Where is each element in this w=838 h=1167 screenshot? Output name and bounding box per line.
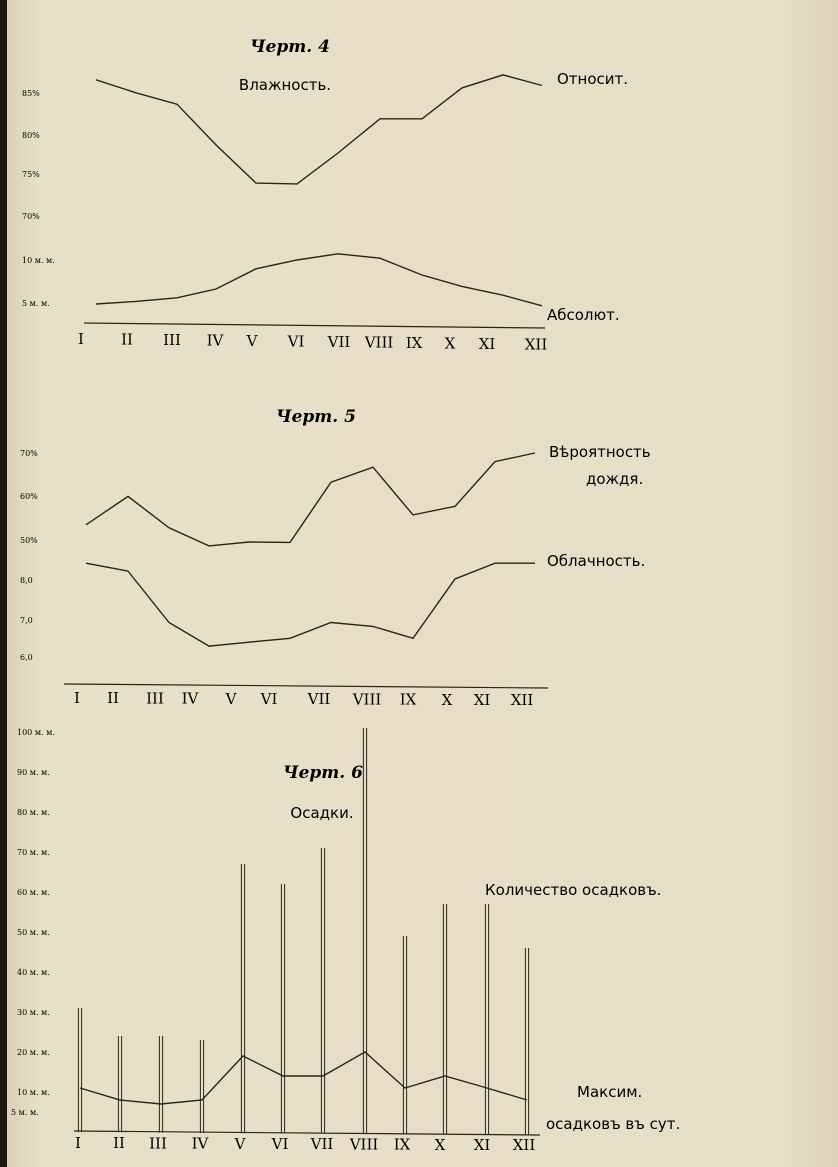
chart-5 — [20, 407, 655, 709]
chart-6-series-label-max-part1: Максим. — [577, 1083, 643, 1101]
chart-5-x-axis — [64, 684, 548, 688]
chart-5-month-II: II — [107, 689, 119, 708]
chart-6-month-VI: VI — [271, 1135, 289, 1153]
chart-6-month-XII: XII — [512, 1136, 536, 1155]
chart-6-series-label-max-line1 — [546, 1083, 680, 1133]
chart-4-ytick-85: 85% — [22, 89, 40, 98]
chart-6-ytick-10: 10 м. м. — [17, 1088, 50, 1097]
chart-6-ytick-50: 50 м. м. — [17, 928, 50, 937]
chart-4-month-XII: XII — [524, 335, 548, 354]
chart-4-ytick-10mm: 10 м. м. — [22, 256, 55, 265]
chart-5-month-IV: IV — [181, 689, 199, 708]
chart-5-series-label-rain-text: Вѣроятность — [549, 443, 651, 461]
chart-6-month-VII: VII — [310, 1135, 334, 1154]
chart-4-month-IV: IV — [206, 331, 224, 350]
chart-5-month-labels — [74, 689, 533, 709]
chart-5-month-IX: IX — [399, 690, 417, 709]
chart-5-rain-probability-line — [86, 453, 535, 546]
chart-4-month-VII: VII — [327, 333, 351, 351]
chart-4-ytick-5mm: 5 м. м. — [22, 299, 50, 308]
chart-4-series-label-relative: Относит. — [557, 70, 629, 88]
chart-4 — [22, 37, 628, 354]
chart-5-ytick-7: 7,0 — [20, 616, 33, 625]
chart-5-series-label-rain-line2: дождя. — [586, 470, 644, 488]
chart-6-month-IX: IX — [393, 1135, 411, 1154]
chart-6-ytick-20: 20 м. м. — [17, 1048, 50, 1057]
chart-5-month-VI: VI — [260, 690, 278, 708]
chart-4-month-I: I — [78, 330, 84, 348]
chart-5-ytick-6: 6,0 — [20, 653, 33, 662]
chart-6-month-XI: XI — [473, 1136, 491, 1154]
chart-4-month-VIII: VIII — [364, 333, 394, 352]
chart-6-ytick-70: 70 м. м. — [17, 848, 50, 857]
chart-6-bars — [78, 728, 528, 1135]
chart-4-ytick-80: 80% — [22, 131, 40, 140]
chart-4-month-labels — [78, 330, 547, 354]
chart-6-ytick-60: 60 м. м. — [17, 888, 50, 897]
chart-4-month-III: III — [163, 331, 181, 349]
chart-6-month-X: X — [434, 1135, 446, 1154]
chart-4-ytick-70: 70% — [22, 212, 40, 221]
chart-6-month-IV: IV — [191, 1134, 209, 1153]
chart-4-month-IX: IX — [405, 334, 423, 352]
chart-5-month-VIII: VIII — [352, 690, 382, 709]
chart-6-title: Черт. 6 — [283, 763, 363, 783]
chart-5-series-label-cloud: Облачность. — [547, 552, 646, 570]
chart-6-series-label-amount: Количество осадковъ. — [485, 881, 662, 899]
chart-6-ytick-40: 40 м. м. — [17, 968, 50, 977]
chart-6-series-label-max-part2: осадковъ въ сут. — [546, 1115, 681, 1133]
chart-4-series-label-absolute: Абсолют. — [547, 306, 620, 324]
chart-5-ytick-50: 50% — [20, 536, 38, 545]
chart-6-y-ticks — [11, 728, 55, 1117]
chart-6-ytick-30: 30 м. м. — [17, 1008, 50, 1017]
chart-6-ytick-100: 100 м. м. — [17, 728, 55, 737]
chart-5-month-III: III — [146, 689, 164, 708]
chart-5-month-XII: XII — [510, 691, 534, 710]
chart-4-month-V: V — [246, 332, 258, 350]
chart-6-daily-max-line — [80, 1052, 527, 1104]
chart-5-month-VII: VII — [307, 690, 331, 709]
chart-5-title: Черт. 5 — [276, 407, 356, 427]
chart-6-month-labels — [75, 1134, 535, 1154]
chart-4-subtitle: Влажность. — [238, 76, 332, 94]
chart-6-x-axis — [74, 1131, 540, 1135]
chart-4-month-XI: XI — [478, 335, 496, 353]
chart-6-ytick-5: 5 м. м. — [11, 1108, 39, 1117]
chart-5-cloudiness-line — [86, 563, 535, 646]
chart-5-series-label-rain — [549, 443, 655, 488]
chart-6-month-III: III — [149, 1134, 167, 1153]
chart-4-month-II: II — [121, 330, 133, 349]
chart-5-month-I: I — [74, 689, 80, 707]
chart-6-month-II: II — [113, 1134, 125, 1153]
chart-6-ytick-90: 90 м. м. — [17, 768, 50, 777]
chart-6-subtitle: Осадки. — [290, 804, 354, 822]
chart-5-month-V: V — [225, 689, 237, 708]
chart-4-x-axis — [84, 323, 545, 328]
chart-5-month-XI: XI — [473, 691, 491, 709]
chart-6 — [11, 728, 680, 1154]
chart-5-month-X: X — [441, 690, 453, 709]
chart-5-ytick-70: 70% — [20, 449, 38, 458]
chart-4-month-VI: VI — [287, 332, 305, 351]
chart-5-ytick-8: 8,0 — [20, 576, 33, 585]
chart-4-ytick-75: 75% — [22, 170, 40, 179]
chart-6-month-V: V — [234, 1134, 246, 1153]
chart-4-month-X: X — [444, 334, 456, 353]
chart-5-ytick-60: 60% — [20, 492, 38, 501]
chart-6-month-VIII: VIII — [349, 1135, 379, 1154]
chart-4-title: Черт. 4 — [250, 37, 330, 57]
chart-6-ytick-80: 80 м. м. — [17, 808, 50, 817]
chart-6-month-I: I — [75, 1134, 81, 1152]
chart-4-absolute-humidity-line — [96, 254, 542, 306]
